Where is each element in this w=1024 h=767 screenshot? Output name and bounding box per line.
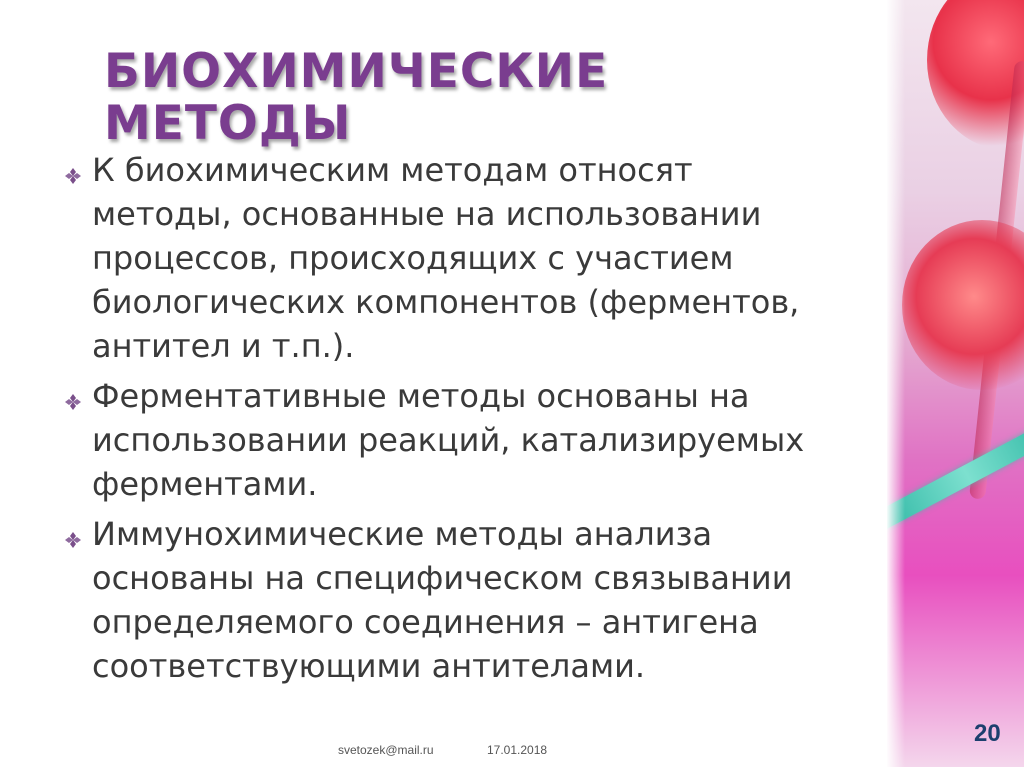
flower-blob-middle (902, 220, 1024, 390)
page-number: 20 (974, 720, 1001, 747)
teal-stripe (887, 419, 1024, 531)
diamond-bullet-icon (62, 529, 84, 551)
slide-title: БИОХИМИЧЕСКИЕ МЕТОДЫ (104, 44, 609, 151)
bullet-item (62, 512, 832, 688)
bullet-item (62, 148, 832, 368)
footer-email: svetozek@mail.ru (338, 743, 434, 757)
bullet-list (62, 148, 832, 694)
panel-edge-fade (887, 0, 905, 767)
diamond-bullet-icon (62, 165, 84, 187)
decorative-side-image (887, 0, 1024, 767)
footer-date: 17.01.2018 (487, 743, 548, 757)
bullet-text: К биохимическим методам относят методы, основанные на использовании процессов, происходящих с участием биологических компонентов (ферментов, антител и т.п.). (92, 151, 800, 365)
diamond-bullet-icon (62, 391, 84, 413)
bullet-text: Иммунохимические методы анализа основаны на специфическом связывании определяемого соединения – антигена соответствующими антителами. (92, 515, 793, 685)
bullet-text: Ферментативные методы основаны на использовании реакций, катализируемых ферментами. (92, 377, 805, 503)
bullet-item (62, 374, 832, 506)
